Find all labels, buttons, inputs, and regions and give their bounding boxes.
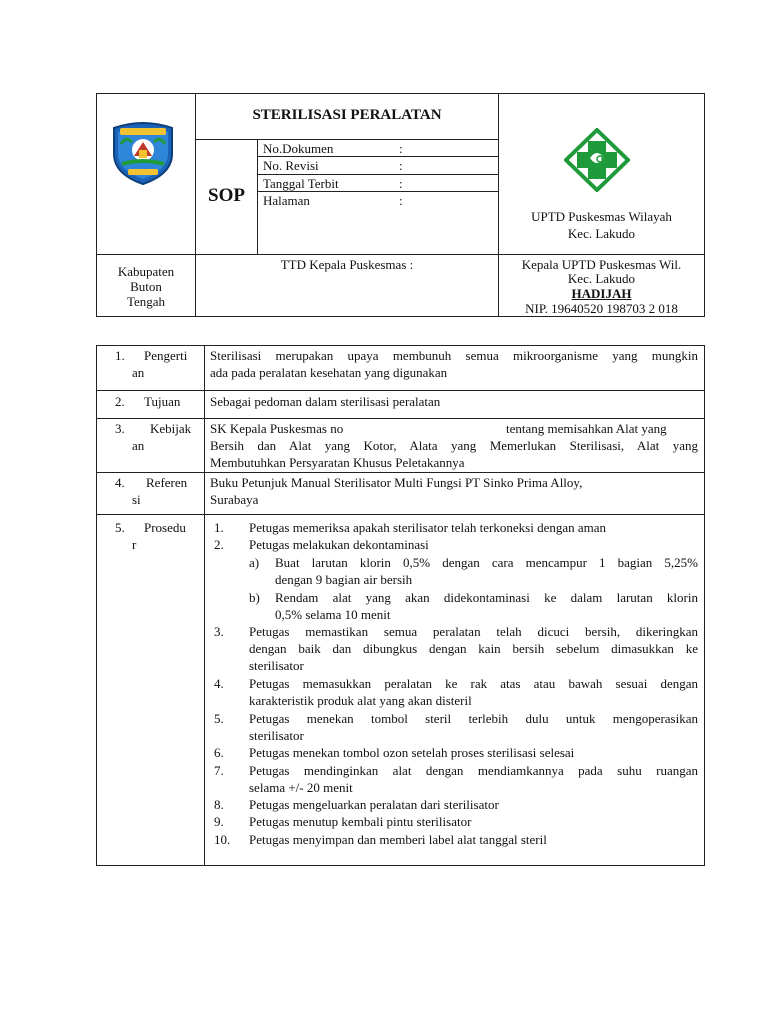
step-text-line: Petugas menekan tombol ozon setelah proses sterilisasi selesai — [249, 745, 575, 760]
row-divider-1 — [96, 390, 705, 391]
substep-text-line: Buat larutan klorin 0,5% dengan cara mencampur 1 bagian 5,25% — [275, 555, 698, 570]
row-text-line: SK Kepala Puskesmas no — [210, 421, 344, 436]
field-sep-no-dokumen: : — [399, 141, 403, 156]
step-text-line: Petugas memasukkan peralatan ke rak atas atau bawah sesuai dengan — [249, 676, 698, 691]
step-text-line: Petugas menekan tombol steril terlebih dulu untuk mengoperasikan — [249, 711, 698, 726]
row-number: 2. — [115, 394, 125, 409]
step-text-line: selama +/- 20 menit — [249, 780, 353, 795]
row-heading-cont: an — [132, 365, 145, 380]
row-text-line: ada pada peralatan kesehatan yang digunakan — [210, 365, 448, 380]
row-divider-3 — [96, 472, 705, 473]
step-text-line: sterilisator — [249, 728, 304, 743]
row-text-line: Buku Petunjuk Manual Sterilisator Multi Fungsi PT Sinko Prima Alloy, — [210, 475, 583, 490]
step-text-line: dengan baik dan dibungkus dengan kain bersih sebelum dimasukkan ke — [249, 641, 698, 656]
row-heading: Prosedu — [144, 520, 186, 535]
signer-title-line1: Kepala UPTD Puskesmas Wil. — [521, 257, 682, 272]
step-number: 1. — [214, 520, 224, 535]
row-number: 3. — [115, 421, 125, 436]
region-line1: Kabupaten — [117, 264, 175, 279]
step-number: 5. — [214, 711, 224, 726]
row-heading: Tujuan — [144, 394, 181, 409]
sop-label: SOP — [208, 185, 245, 206]
row-number: 5. — [115, 520, 125, 535]
org-name-line1: UPTD Puskesmas Wilayah — [531, 209, 672, 224]
step-number: 6. — [214, 745, 224, 760]
content-border-bottom — [96, 865, 705, 866]
header-border-top — [96, 93, 705, 94]
substep-label: a) — [249, 555, 260, 570]
step-number: 7. — [214, 763, 224, 778]
regency-emblem-icon — [108, 120, 178, 186]
row-text-line: Sebagai pedoman dalam sterilisasi peralatan — [210, 394, 441, 409]
row-heading: Kebijak — [150, 421, 192, 436]
region-line2: Buton — [130, 279, 162, 294]
row-text-line: Membutuhkan Persyaratan Khusus Peletakannya — [210, 455, 465, 470]
document-title: STERILISASI PERALATAN — [252, 107, 442, 123]
signer-title-line2: Kec. Lakudo — [567, 271, 636, 286]
field-sep-tanggal-terbit: : — [399, 176, 403, 191]
content-border-left — [96, 345, 97, 866]
substep-text-line: dengan 9 bagian air bersih — [275, 572, 413, 587]
header-border-right — [704, 93, 705, 317]
step-text-line: Petugas memastikan semua peralatan telah dicuci bersih, dikeringkan — [249, 624, 698, 639]
step-text-line: karakteristik produk alat yang akan disteril — [249, 693, 472, 708]
field-label-halaman: Halaman — [263, 193, 310, 208]
substep-text-line: Rendam alat yang akan didekontaminasi ke dalam larutan klorin — [275, 590, 698, 605]
step-number: 8. — [214, 797, 224, 812]
row-heading-cont: an — [132, 438, 145, 453]
content-border-right — [704, 345, 705, 866]
row-text-line: Sterilisasi merupakan upaya membunuh semua mikroorganisme yang mungkin — [210, 348, 698, 363]
step-text-line: Petugas memeriksa apakah sterilisator telah terkoneksi dengan aman — [249, 520, 607, 535]
row-divider-4 — [96, 514, 705, 515]
row-heading-cont: si — [132, 492, 141, 507]
step-text-line: Petugas menutup kembali pintu sterilisator — [249, 814, 472, 829]
row-heading: Pengerti — [144, 348, 188, 363]
row-text-line: Bersih dan Alat yang Kotor, Alata yang Memerlukan Sterilisasi, Alat yang — [210, 438, 698, 453]
step-number: 4. — [214, 676, 224, 691]
step-number: 3. — [214, 624, 224, 639]
field-sep-no-revisi: : — [399, 158, 403, 173]
row-heading-cont: r — [132, 537, 137, 552]
field-label-tanggal-terbit: Tanggal Terbit — [263, 176, 339, 191]
content-border-top — [96, 345, 705, 346]
field-label-no-dokumen: No.Dokumen — [263, 141, 334, 156]
content-column-divider — [204, 345, 205, 866]
row-text-line: Surabaya — [210, 492, 259, 507]
step-text-line: sterilisator — [249, 658, 304, 673]
row-text-line: tentang memisahkan Alat yang — [506, 421, 667, 436]
row-heading: Referen — [146, 475, 188, 490]
header-middle-line — [96, 254, 705, 255]
field-label-no-revisi: No. Revisi — [263, 158, 319, 173]
step-text-line: Petugas menyimpan dan memberi label alat tanggal steril — [249, 832, 547, 847]
title-divider — [195, 139, 499, 140]
step-number: 10. — [214, 832, 231, 847]
step-number: 2. — [214, 537, 224, 552]
row-divider-2 — [96, 418, 705, 419]
step-text-line: Petugas mengeluarkan peralatan dari sterilisator — [249, 797, 499, 812]
row-number: 1. — [115, 348, 125, 363]
puskesmas-emblem-icon — [564, 128, 630, 192]
step-text-line: Petugas melakukan dekontaminasi — [249, 537, 429, 552]
step-text-line: Petugas mendinginkan alat dengan mendiamkannya pada suhu ruangan — [249, 763, 698, 778]
org-name-line2: Kec. Lakudo — [567, 226, 636, 241]
substep-label: b) — [249, 590, 260, 605]
signer-nip: NIP. 19640520 198703 2 018 — [525, 301, 678, 316]
field-sep-halaman: : — [399, 193, 403, 208]
row-number: 4. — [115, 475, 125, 490]
signer-name: HADIJAH — [571, 286, 632, 301]
substep-text-line: 0,5% selama 10 menit — [275, 607, 391, 622]
region-line3: Tengah — [126, 294, 166, 309]
step-number: 9. — [214, 814, 224, 829]
ttd-label: TTD Kepala Puskesmas : — [280, 257, 414, 272]
